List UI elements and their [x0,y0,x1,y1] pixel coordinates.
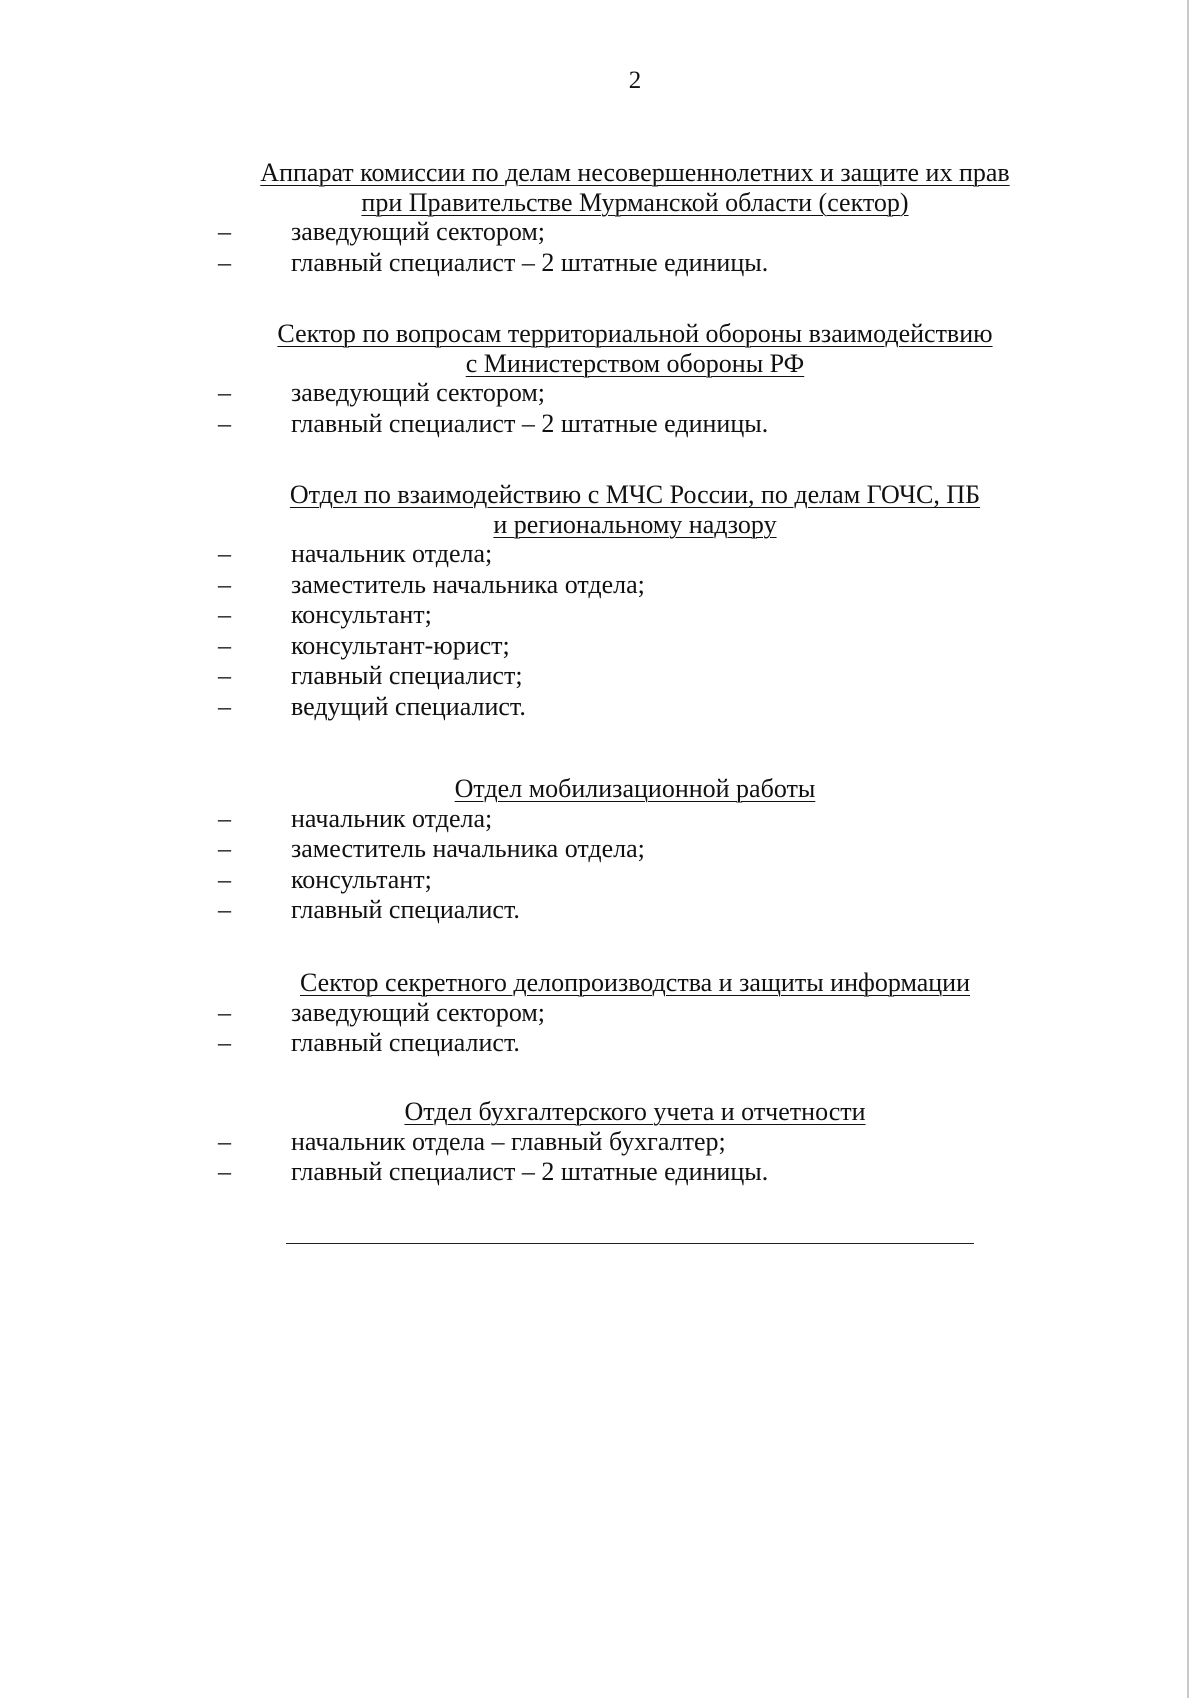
dash-bullet: – [218,895,231,924]
dash-bullet: – [218,378,231,407]
section-heading [0,349,1200,379]
dash-bullet: – [218,569,231,599]
heading-line: Отдел бухгалтерского учета и отчетности [404,1097,866,1126]
section-heading [0,480,1200,510]
list-item-text: начальник отдела – главный бухгалтер; [291,1126,726,1156]
heading-line: Отдел по взаимодействию с МЧС России, по делам ГОЧС, ПБ [289,480,981,509]
section-heading [0,968,1200,998]
list-item [0,1157,1200,1188]
dash-bullet: – [218,691,231,721]
list-item [0,600,1200,631]
list-item [0,834,1200,865]
list-item [0,895,1200,926]
list-item [0,248,1200,279]
list-item [0,661,1200,692]
dash-bullet: – [218,247,231,277]
section-heading [0,510,1200,540]
list-item-text: консультант; [291,864,432,894]
dash-bullet: – [218,600,231,629]
section-territorial-defense [0,319,1200,439]
heading-line: Сектор секретного делопроизводства и защиты информации [300,968,970,997]
page-number: 2 [628,67,642,94]
section-commission-minors [0,158,1200,278]
dash-bullet: – [218,217,231,246]
heading-line: Отдел мобилизационной работы [454,774,816,803]
list-item [0,692,1200,723]
list-item-text: главный специалист; [291,661,523,690]
dash-bullet: – [218,630,231,660]
list-item-text: консультант-юрист; [291,630,510,660]
list-item-text: консультант; [291,600,432,629]
list-item-text: главный специалист – 2 штатные единицы. [291,408,769,438]
list-item-text: ведущий специалист. [291,691,526,721]
list-item [0,217,1200,248]
dash-bullet: – [218,1126,231,1156]
list-item-text: главный специалист. [291,895,520,924]
dash-bullet: – [218,834,231,863]
dash-bullet: – [218,864,231,894]
list-item-text: начальник отдела; [291,539,493,568]
dash-bullet: – [218,1157,231,1186]
dash-bullet: – [218,997,231,1027]
section-emergency-ministry [0,480,1200,722]
dash-bullet: – [218,1028,231,1057]
list-item-text: заведующий сектором; [291,217,546,246]
list-item-text: заместитель начальника отдела; [291,834,645,863]
list-item-text: заведующий сектором; [291,997,546,1027]
list-item [0,865,1200,896]
heading-line: Сектор по вопросам территориальной обороны взаимодействию [277,319,993,348]
list-item [0,804,1200,835]
heading-line: и региональному надзору [493,509,777,539]
list-item [0,631,1200,662]
list-item [0,409,1200,440]
list-item [0,378,1200,409]
list-item [0,539,1200,570]
heading-line: при Правительстве Мурманской области (сектор) [361,187,909,217]
list-item [0,1127,1200,1158]
section-heading [0,319,1200,349]
list-item [0,1028,1200,1059]
dash-bullet: – [218,539,231,568]
closing-rule [286,1243,974,1244]
dash-bullet: – [218,408,231,438]
section-heading [0,188,1200,218]
list-item-text: главный специалист – 2 штатные единицы. [291,247,769,277]
list-item [0,998,1200,1029]
heading-line: Аппарат комиссии по делам несовершеннолетних и защите их прав [260,158,1010,187]
dash-bullet: – [218,803,231,833]
list-item-text: главный специалист – 2 штатные единицы. [291,1157,769,1186]
section-heading [0,774,1200,804]
list-item-text: заведующий сектором; [291,378,546,407]
section-heading [0,158,1200,188]
dash-bullet: – [218,661,231,690]
section-accounting [0,1097,1200,1188]
list-item-text: начальник отдела; [291,803,493,833]
list-item-text: главный специалист. [291,1028,520,1057]
section-mobilization [0,774,1200,926]
list-item [0,570,1200,601]
heading-line: с Министерством обороны РФ [465,348,805,378]
section-secret-records [0,968,1200,1059]
list-item-text: заместитель начальника отдела; [291,569,645,599]
section-heading [0,1097,1200,1127]
